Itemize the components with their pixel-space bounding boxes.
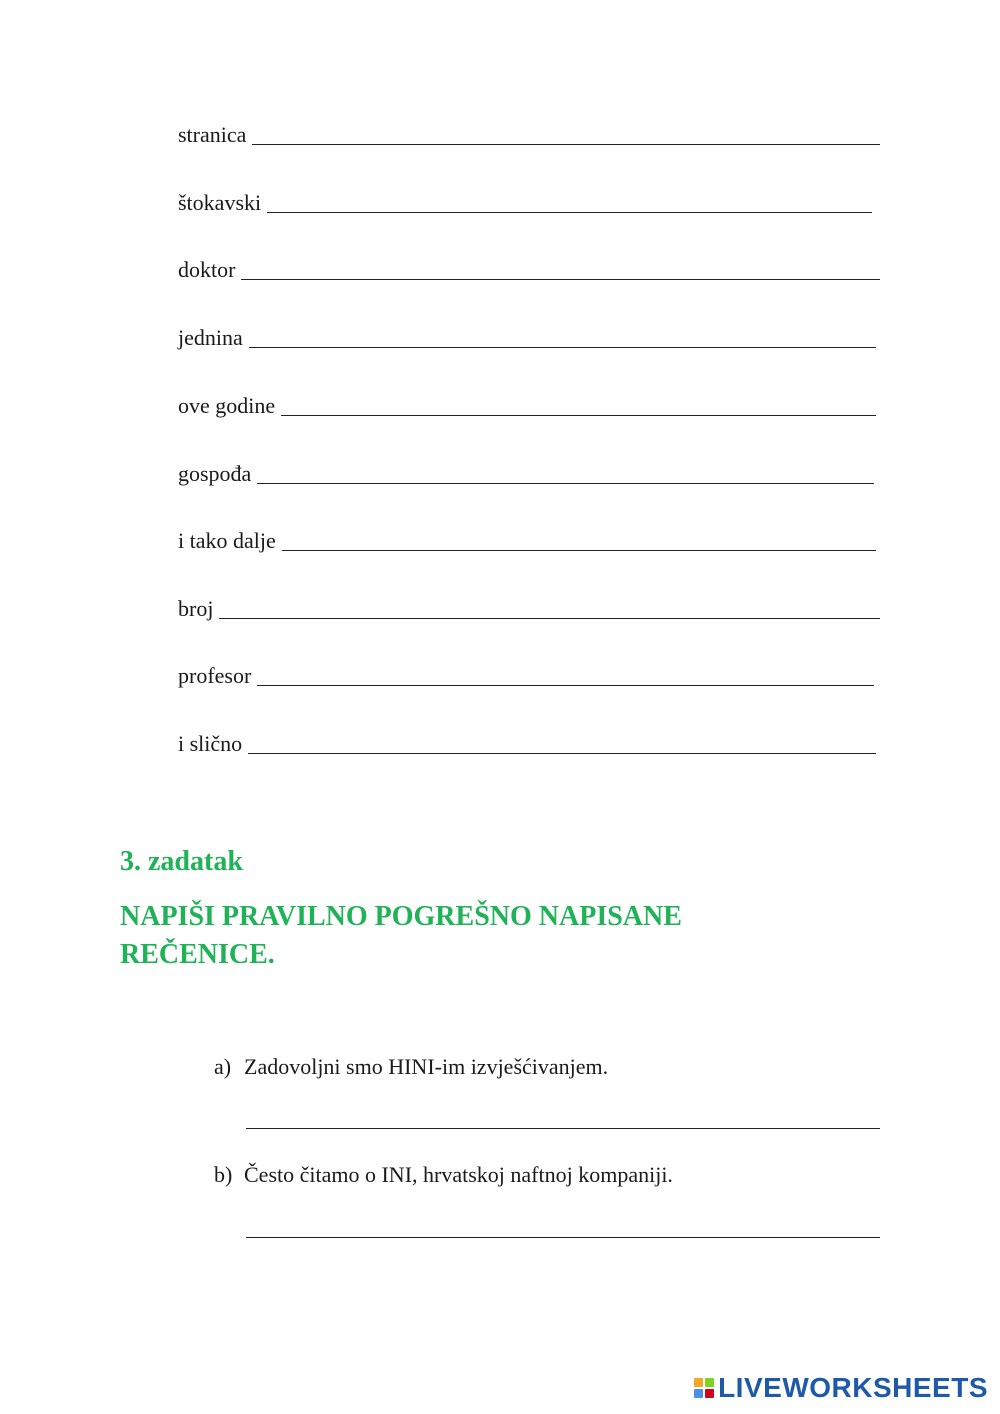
abbreviation-term: broj <box>178 596 214 621</box>
answer-line[interactable] <box>267 212 872 213</box>
sentence-answer-line[interactable] <box>246 1128 880 1129</box>
sentence-text: Često čitamo o INI, hrvatskoj naftnoj kompaniji. <box>244 1162 673 1187</box>
sentence-letter: a) <box>214 1054 232 1079</box>
abbreviation-row <box>178 321 880 351</box>
liveworksheets-brand[interactable] <box>694 1372 988 1404</box>
sentence-answer-line[interactable] <box>246 1237 880 1238</box>
abbreviation-term: štokavski <box>178 190 262 215</box>
abbreviation-term: stranica <box>178 122 247 147</box>
abbreviation-term: i slično <box>178 731 243 756</box>
sentence-text: Zadovoljni smo HINI-im izvješćivanjem. <box>244 1054 609 1079</box>
answer-line[interactable] <box>219 618 880 619</box>
task-instruction: NAPIŠI PRAVILNO POGREŠNO NAPISANE REČENICE. <box>120 901 682 970</box>
answer-line[interactable] <box>281 415 876 416</box>
abbreviation-row <box>178 389 880 419</box>
sentence-item <box>214 1054 608 1080</box>
answer-line[interactable] <box>257 483 874 484</box>
answer-line[interactable] <box>248 753 876 754</box>
abbreviation-row <box>178 253 880 283</box>
answer-line[interactable] <box>241 279 880 280</box>
abbreviation-term: jednina <box>178 325 243 350</box>
answer-line[interactable] <box>257 685 874 686</box>
abbreviation-row <box>178 118 880 148</box>
answer-line[interactable] <box>282 550 876 551</box>
abbreviation-term: gospođa <box>178 461 252 486</box>
abbreviation-row <box>178 592 880 622</box>
abbreviation-row <box>178 186 880 216</box>
liveworksheets-logo-icon <box>694 1378 714 1398</box>
abbreviation-term: ove godine <box>178 393 276 418</box>
sentence-item <box>214 1162 673 1188</box>
abbreviation-term: i tako dalje <box>178 528 276 553</box>
answer-line[interactable] <box>252 144 880 145</box>
brand-name: LIVEWORKSHEETS <box>718 1372 988 1403</box>
answer-line[interactable] <box>249 347 876 348</box>
abbreviation-term: doktor <box>178 257 236 282</box>
abbreviation-row <box>178 457 880 487</box>
abbreviation-row <box>178 659 880 689</box>
sentence-letter: b) <box>214 1162 233 1187</box>
abbreviation-row <box>178 727 880 757</box>
abbreviation-row <box>178 524 880 554</box>
abbreviation-term: profesor <box>178 663 252 688</box>
task-number-heading: 3. zadatak <box>120 846 243 877</box>
